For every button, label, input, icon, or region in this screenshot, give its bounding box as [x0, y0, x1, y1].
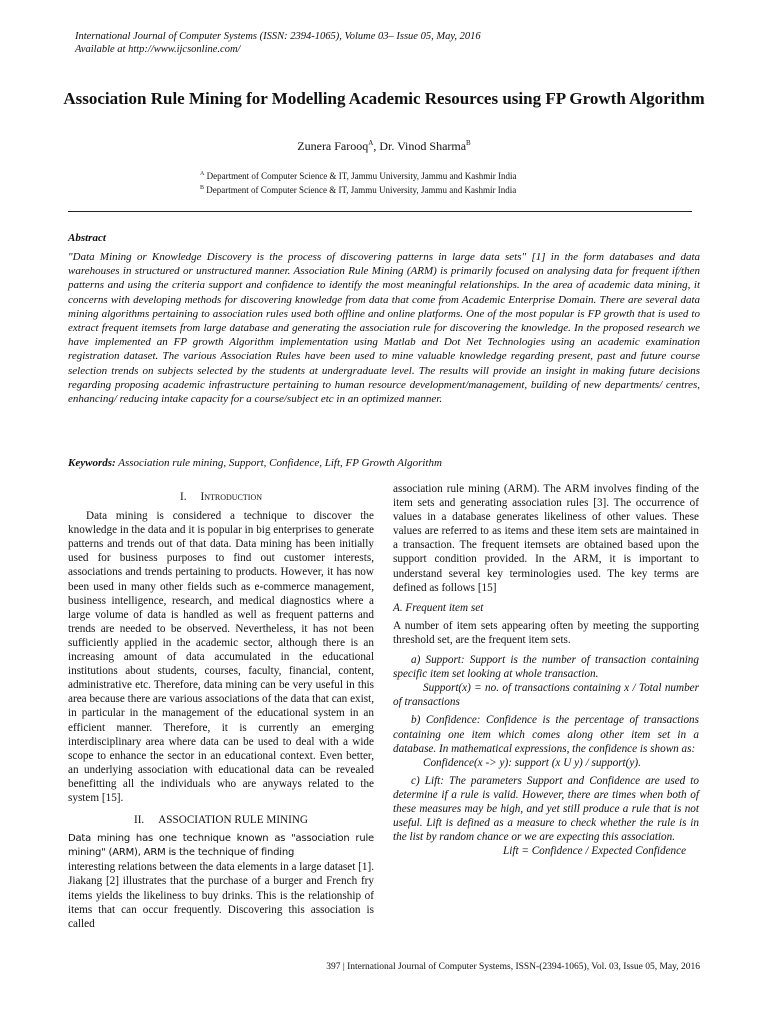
section-2-number: II. [133, 814, 145, 827]
right-column [393, 482, 699, 858]
support-definition: a) Support: Support is the number of transaction containing specific item set looking at whole transaction. [393, 654, 699, 681]
lift-definition: c) Lift: The parameters Support and Confidence are used to determine if a rule is valid. However, there are times when both of these measures may be high, and yet still produce a rule that is not useful. Lift is defined as a measure to check whether the rule is in the list by random chance or we are expecting this association. [393, 774, 699, 844]
journal-header-line1: International Journal of Computer Systems (ISSN: 2394-1065), Volume 03– Issue 05, May, 2016 [75, 31, 481, 42]
section-1-heading [68, 490, 374, 504]
keywords [68, 457, 700, 469]
affiliation-a-sup: A [200, 171, 205, 177]
paper-title: Association Rule Mining for Modelling Academic Resources using FP Growth Algorithm [63, 89, 705, 108]
divider [68, 211, 692, 212]
support-formula: Support(x) = no. of transactions containing x / Total number of transactions [393, 682, 699, 709]
section-2-paragraph: interesting relations between the data elements in a large dataset [1]. Jiakang [2] illustrates that the purchase of a burger and French fry items yields the likeliness to buy drinks. This is the relationship of items that can occur frequently. Discovering this association is called [68, 861, 374, 930]
author-1-sup: A [368, 139, 374, 147]
affiliation-b [200, 182, 620, 196]
abstract-text: "Data Mining or Knowledge Discovery is the process of discovering patterns in large data sets" [1] in the form databases and data warehouses in structured or unstructured manner. Association Rule Mining (ARM) is primarily focused on analysing data for frequent if/then patterns and using the criteria support and confidence to identify the most meaningful relationships. In the area of academic data mining, it concerns with developing methods for discovering knowledge from data that come from Academic Enterprise Domain. There are several data mining algorithms pertaining to association rules used both offline and online platforms. One of the most popular is FP growth that is used to extract frequent itemsets from large database and generating the association rule for discovering the knowledge. In the proposed research we have implemented an FP growth Algorithm implementation using Matlab and Dot Net Technologies using an academic examination registration dataset. The various Association Rules have been used to mine valuable knowledge regarding present, past and future course selection trends on subjects selected by the students at undergraduate level. The results will provide an insight in making future decisions regarding proposing academic infrastructure pertaining to human resource development/management, building of new departments/ centres, enhancing/ reducing intake capacity for a course/subject etc in an optimized manner. [68, 251, 700, 406]
section-1-number: I. [179, 491, 187, 503]
left-column [68, 490, 374, 931]
affiliations [200, 168, 620, 196]
confidence-definition: b) Confidence: Confidence is the percentage of transactions containing one item which comes along other item set in a database. In mathematical expressions, the confidence is shown as: [393, 714, 699, 755]
subsection-a-heading: A. Frequent item set [393, 601, 484, 614]
author-1: Zunera Farooq [297, 139, 369, 153]
keywords-text: Association rule mining, Support, Confidence, Lift, FP Growth Algorithm [115, 457, 442, 469]
authors [60, 139, 708, 154]
section-2-title: ASSOCIATION RULE MINING [158, 814, 309, 827]
subsection-a-paragraph: A number of item sets appearing often by meeting the supporting threshold set, are the frequent item sets. [393, 619, 699, 646]
journal-header [75, 30, 481, 56]
section-1-title: Introduction [200, 491, 262, 503]
confidence-formula: Confidence(x -> y): support (x U y) / support(y). [423, 756, 641, 769]
affiliation-b-text: Department of Computer Science & IT, Jammu University, Jammu and Kashmir India [206, 185, 517, 195]
section-2-heading [68, 813, 374, 827]
author-2-sup: B [466, 139, 471, 147]
journal-header-line2: Available at http://www.ijcsonline.com/ [75, 44, 241, 55]
affiliation-a [200, 168, 620, 182]
affiliation-a-text: Department of Computer Science & IT, Jammu University, Jammu and Kashmir India [206, 171, 517, 181]
lift-formula: Lift = Confidence / Expected Confidence [503, 845, 687, 858]
page-footer: 397 | International Journal of Computer Systems, ISSN-(2394-1065), Vol. 03, Issue 05, May, 2016 [326, 962, 700, 972]
section-2-lead: Data mining has one technique known as "association rule mining" (ARM), ARM is the technique of finding [68, 833, 374, 859]
abstract-heading: Abstract [68, 232, 106, 244]
affiliation-b-sup: B [200, 185, 205, 191]
intro-paragraph: Data mining is considered a technique to discover the knowledge in the data and it is popular in big enterprises to generate patterns and trends out of that data. Data mining has been initially used for business purposes to find out customer interests, associations and trends pertaining to products. However, it has now been used in many other fields such as e-commerce management, business intelligence, research, and medical diagnostics where a large volume of data is handled as well as frequent patterns and trends are needed to be observed. Nevertheless, it has not been sufficiently applied in the academic sector, although there is an increasing amount of data accumulated in the educational institutions about students, courses, faculty, financial, content, administrative etc. Therefore, data mining can be very useful in this area because there are various associations of the data that can exist, in particular in the management of the educational system in an efficient manner. Therefore, it is currently an emerging interdisciplinary area where data can be used to deal with a wide scope to enhance the sector in an educational context. Even better, an underlying association with educational data can be revealed benefitting all the individuals who are anyways related to the system [15]. [68, 510, 374, 804]
arm-paragraph: association rule mining (ARM). The ARM involves finding of the item sets and generating association rules [3]. The occurrence of values in a database generates likeliness of other values. These values are referred to as items and these item sets are maintained in a transaction. The frequent itemsets are obtained based upon the support condition provided. In the ARM, it is important to understand several key terminologies used. The key terms are defined as follows [15] [393, 483, 699, 594]
author-2: , Dr. Vinod Sharma [373, 139, 467, 153]
keywords-label: Keywords: [68, 457, 116, 469]
